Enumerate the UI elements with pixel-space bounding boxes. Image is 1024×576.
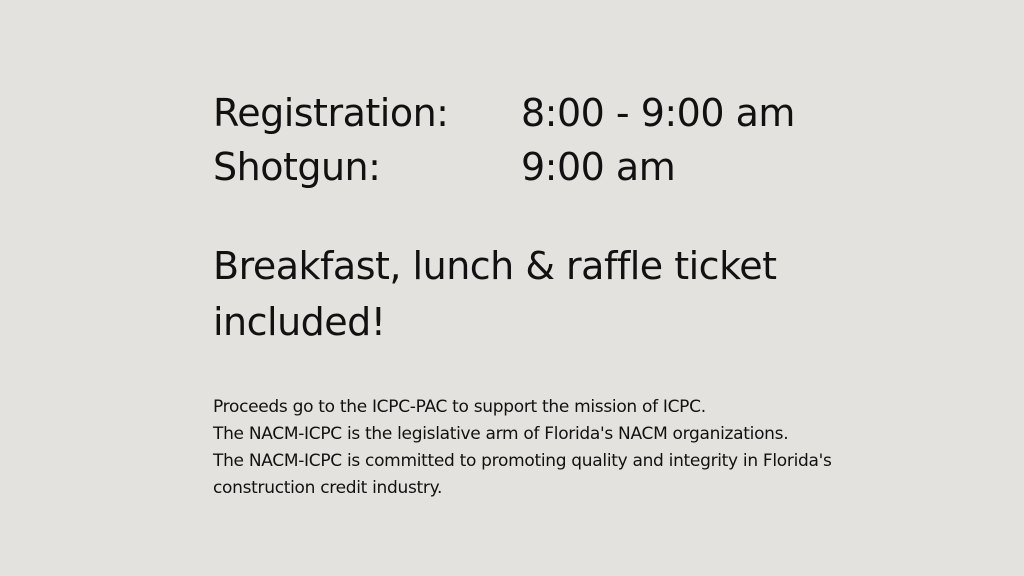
notes-line-1: Proceeds go to the ICPC-PAC to support the mission of ICPC. (213, 397, 706, 417)
shotgun-time: 9:00 am (521, 145, 676, 189)
registration-time: 8:00 - 9:00 am (521, 91, 795, 135)
notes-line-2: The NACM-ICPC is the legislative arm of Florida's NACM organizations. (213, 424, 789, 444)
proceeds-notes (213, 394, 913, 502)
included-line-2: included! (213, 300, 386, 344)
notes-line-4: construction credit industry. (213, 478, 443, 498)
registration-row (213, 86, 853, 140)
shotgun-row (213, 140, 853, 194)
included-message (213, 238, 813, 350)
included-line-1: Breakfast, lunch & raffle ticket (213, 244, 777, 288)
schedule-block (213, 86, 853, 194)
notes-line-3: The NACM-ICPC is committed to promoting quality and integrity in Florida's (213, 451, 832, 471)
registration-label: Registration: (213, 91, 449, 135)
shotgun-label: Shotgun: (213, 145, 381, 189)
